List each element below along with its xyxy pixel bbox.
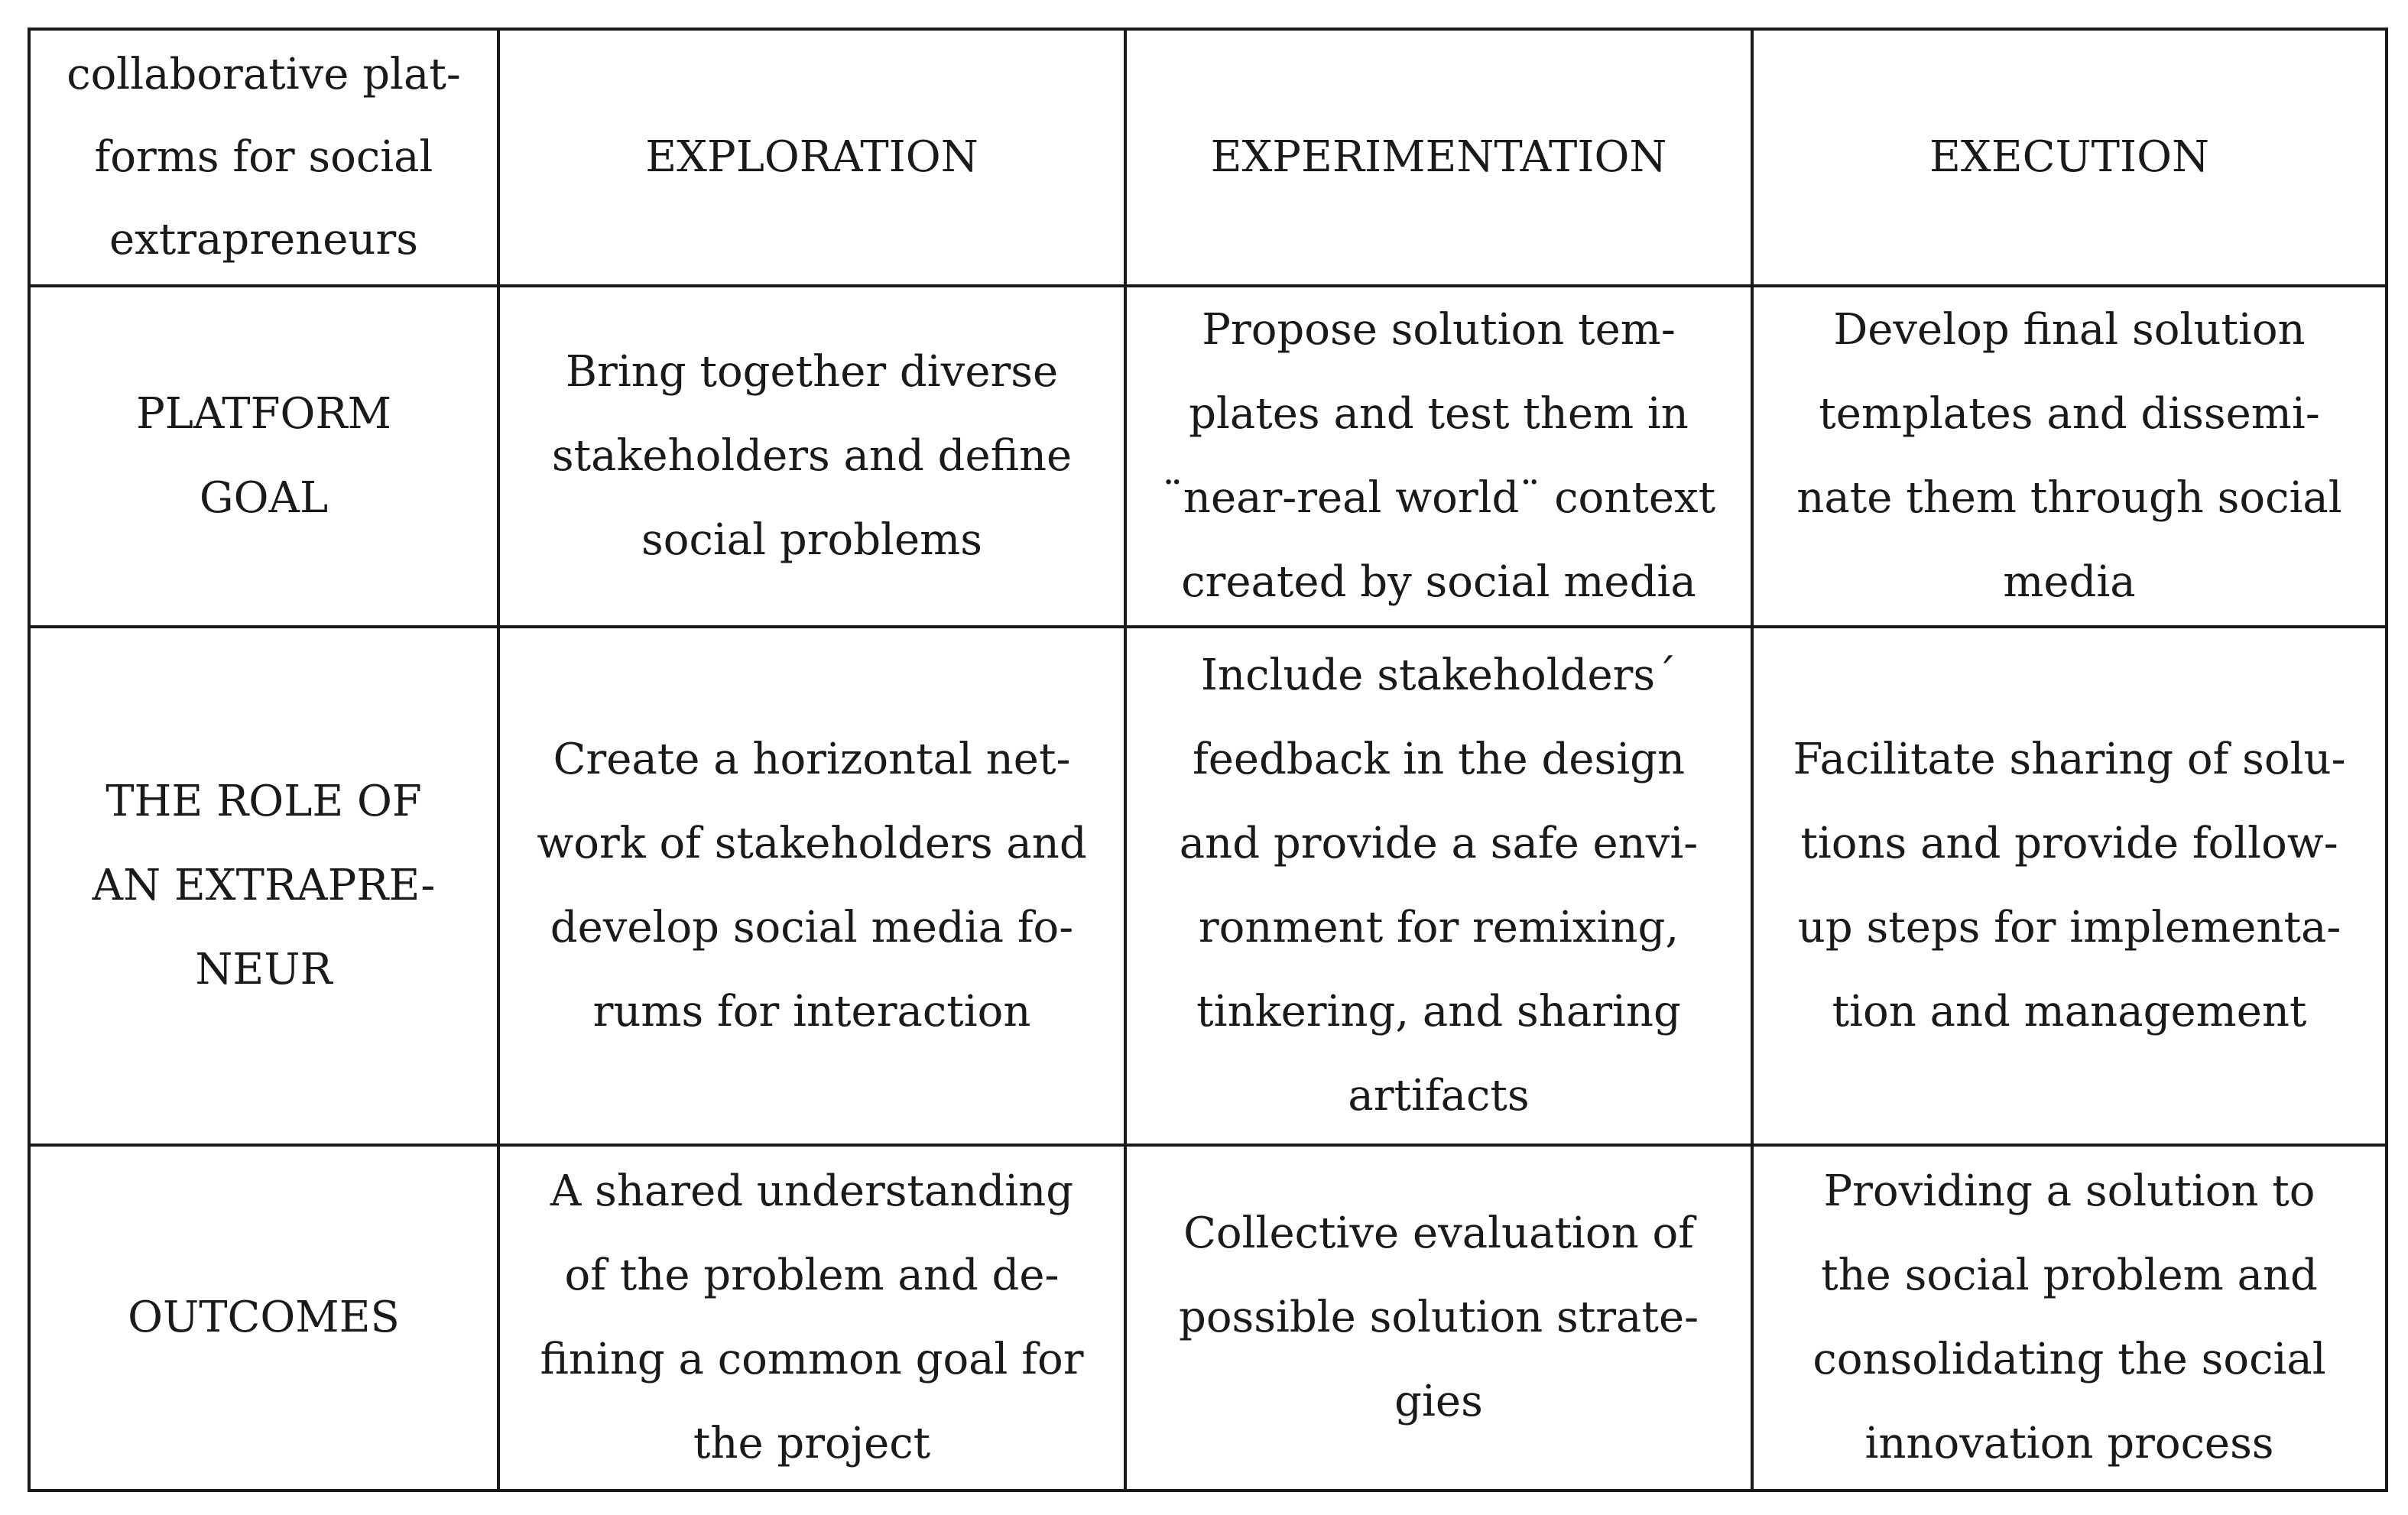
column-header-experimentation	[1125, 29, 1752, 286]
cell-text: Include stakeholders´ feedback in the design and provide a safe envi- ronment for remixing, tinkering, and sharing artifacts	[1179, 650, 1699, 1121]
cell-text: Facilitate sharing of solu- tions and provide follow- up steps for implementa- tion and management	[1793, 735, 2346, 1036]
cell-text: Propose solution tem- plates and test them in ¨near-real world¨ context created by social media	[1161, 305, 1716, 607]
table-row-role	[29, 627, 2387, 1145]
column-header-execution	[1752, 29, 2387, 286]
column-header-label: EXPERIMENTATION	[1210, 132, 1667, 182]
table-row-platform-goal	[29, 286, 2387, 627]
corner-label: collaborative plat- forms for social extrapreneurs	[67, 50, 461, 264]
table-cell	[498, 286, 1125, 627]
table-cell	[498, 627, 1125, 1145]
cell-text: Create a horizontal net- work of stakeholders and develop social media fo- rums for interaction	[537, 735, 1087, 1036]
row-header-platform-goal	[29, 286, 498, 627]
cell-text: Providing a solution to the social problem and consolidating the social innovation process	[1812, 1166, 2326, 1468]
table-row-outcomes	[29, 1145, 2387, 1491]
framework-table	[28, 28, 2388, 1492]
table-header-row	[29, 29, 2387, 286]
table-cell	[1752, 286, 2387, 627]
table-cell	[1752, 1145, 2387, 1491]
table-cell	[1752, 627, 2387, 1145]
table-cell	[1125, 286, 1752, 627]
row-header-label: PLATFORM GOAL	[136, 389, 391, 523]
row-header-outcomes	[29, 1145, 498, 1491]
cell-text: A shared understanding of the problem and de- fining a common goal for the project	[540, 1166, 1084, 1468]
column-header-label: EXPLORATION	[645, 132, 978, 182]
table-cell	[1125, 1145, 1752, 1491]
row-header-role	[29, 627, 498, 1145]
corner-cell	[29, 29, 498, 286]
column-header-exploration	[498, 29, 1125, 286]
cell-text: Collective evaluation of possible solution strate- gies	[1178, 1208, 1699, 1426]
column-header-label: EXECUTION	[1929, 132, 2210, 182]
table-cell	[498, 1145, 1125, 1491]
row-header-label: THE ROLE OF AN EXTRAPRE- NEUR	[92, 777, 436, 994]
cell-text: Develop final solution templates and dissemi- nate them through social media	[1796, 305, 2342, 607]
table-cell	[1125, 627, 1752, 1145]
cell-text: Bring together diverse stakeholders and define social problems	[551, 347, 1073, 565]
row-header-label: OUTCOMES	[128, 1293, 400, 1342]
